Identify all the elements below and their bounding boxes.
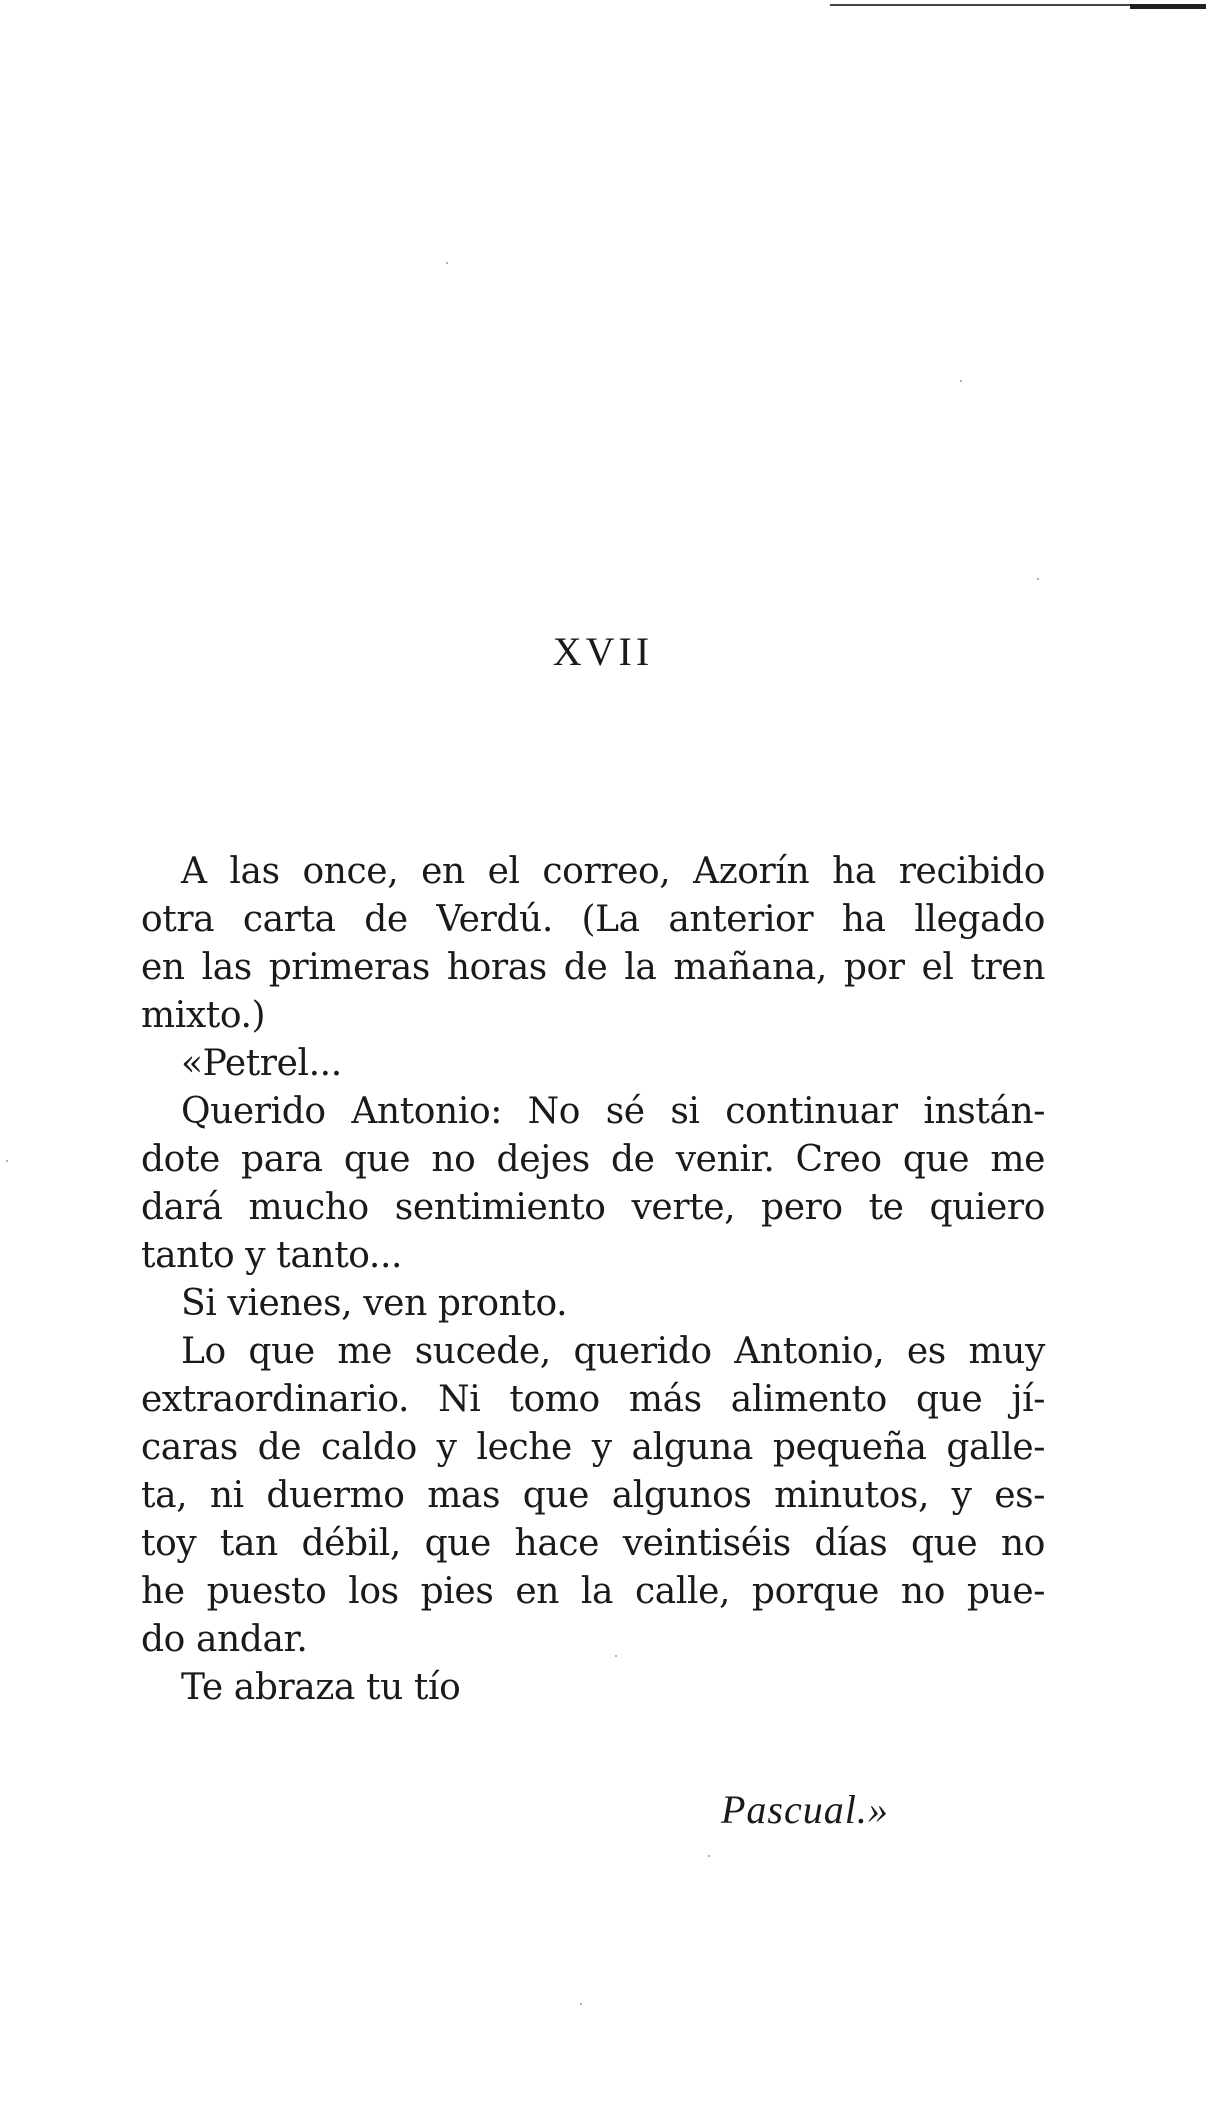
- text-line: dará mucho sentimiento verte, pero te quiero: [141, 1187, 1045, 1228]
- text-line: «Petrel...: [181, 1043, 342, 1084]
- text-line: Querido Antonio: No sé si continuar instán-: [181, 1091, 1045, 1132]
- text-line: Lo que me sucede, querido Antonio, es muy: [181, 1331, 1045, 1372]
- text-line: extraordinario. Ni tomo más alimento que jí-: [141, 1379, 1045, 1420]
- paper-speck: [580, 2003, 582, 2005]
- paper-speck: [615, 1655, 617, 1657]
- paper-speck: [446, 262, 448, 264]
- text-line: tanto y tanto...: [141, 1235, 403, 1276]
- text-line: do andar.: [141, 1619, 308, 1660]
- text-line: A las once, en el correo, Azorín ha recibido: [181, 851, 1045, 892]
- letter-body: [141, 848, 1045, 1712]
- top-edge-rule-thick: [1130, 4, 1206, 9]
- text-line: ta, ni duermo mas que algunos minutos, y es-: [141, 1475, 1045, 1516]
- text-line: en las primeras horas de la mañana, por el tren: [141, 947, 1045, 988]
- text-line: Te abraza tu tío: [181, 1667, 461, 1708]
- paper-speck: [1037, 578, 1039, 580]
- signature: Pascual.»: [721, 1787, 889, 1832]
- text-line: Si vienes, ven pronto.: [181, 1283, 568, 1324]
- text-line: otra carta de Verdú. (La anterior ha llegado: [141, 899, 1045, 940]
- paper-speck: [708, 1855, 710, 1857]
- text-line: caras de caldo y leche y alguna pequeña galle-: [141, 1427, 1045, 1468]
- paper-speck: [960, 380, 962, 382]
- text-line: toy tan débil, que hace veintiséis días que no: [141, 1523, 1045, 1564]
- text-line: dote para que no dejes de venir. Creo que me: [141, 1139, 1045, 1180]
- chapter-heading: XVII: [552, 629, 654, 674]
- text-line: he puesto los pies en la calle, porque no pue-: [141, 1571, 1045, 1612]
- text-line: mixto.): [141, 995, 266, 1036]
- paper-speck: [6, 1160, 8, 1162]
